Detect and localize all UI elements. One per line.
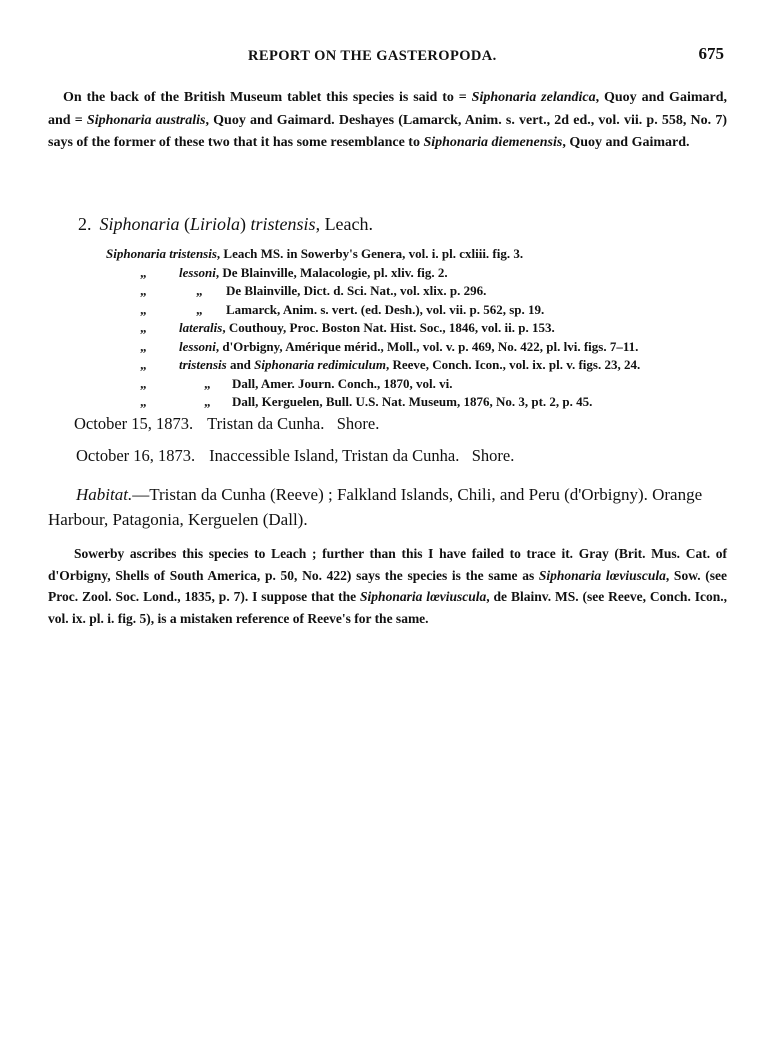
species-subgenus: Liriola <box>190 214 241 234</box>
species-number: 2. <box>78 214 92 234</box>
ditto-mark: „ <box>140 283 147 298</box>
synonymy-list <box>106 245 726 412</box>
remarks-text-2: , Sow. (see Proc. Zool. Soc. Lond., 1835, p. 7). I suppose that the <box>48 567 727 604</box>
synonym-name: lateralis <box>179 320 223 335</box>
synonym-entry <box>106 356 726 375</box>
ditto-mark: „ <box>204 375 211 391</box>
synonym-name: lessoni <box>179 338 216 354</box>
habitat-text: —Tristan da Cunha (Reeve) ; Falkland Islands, Chili, and Peru (d'Orbigny). Orange Harbour, Patagonia, Kerguelen (Dall). <box>48 485 703 529</box>
running-title: REPORT ON THE GASTEROPODA. <box>248 48 497 64</box>
remarks-text-1: Sowerby ascribes this species to Leach ; further than this I have failed to trace it. Gray (Brit. Mus. Cat. of d'Orbigny, Shells of South America, p. 50, No. 422) says the species is the same as <box>48 546 727 583</box>
synonym-name: Siphonaria tristensis <box>106 246 217 261</box>
ditto-mark: „ <box>140 375 147 391</box>
synonym-entry <box>106 264 726 283</box>
synonym-entry <box>106 375 726 394</box>
synonym-reference: Dall, Kerguelen, Bull. U.S. Nat. Museum, 1876, No. 3, pt. 2, p. 45. <box>232 394 593 409</box>
page-number: 675 <box>698 44 724 63</box>
species-genus: Siphonaria <box>99 214 180 234</box>
locality-date: October 15, 1873. <box>74 414 194 433</box>
note-text-4: , Quoy and Gaimard. <box>562 135 690 150</box>
locality-entry <box>76 446 514 466</box>
habitat-paragraph <box>48 482 738 532</box>
synonym-reference: , De Blainville, Malacologie, pl. xliv. fig. 2. <box>215 264 448 280</box>
locality-date: October 16, 1873. <box>76 446 196 465</box>
species-author: , Leach. <box>315 214 374 234</box>
habitat-label: Habitat. <box>76 485 133 504</box>
locality-place: Tristan da Cunha. <box>207 414 325 433</box>
ditto-mark: „ <box>140 357 147 372</box>
note-text-3: , Quoy and Gaimard. Deshayes (Lamarck, Anim. s. vert., 2d ed., vol. vii. p. 558, No. 7) says of the former of these two that it has some resemblance to <box>48 112 727 150</box>
synonym-reference: , Couthouy, Proc. Boston Nat. Hist. Soc., 1846, vol. ii. p. 153. <box>222 320 555 335</box>
note-taxon-2: Siphonaria australis <box>86 112 206 128</box>
synonym-entry <box>106 301 726 320</box>
synonym-entry <box>106 245 726 264</box>
note-taxon-3: Siphonaria diemenensis <box>423 135 563 150</box>
synonym-name: Siphonaria redimiculum <box>254 357 386 372</box>
synonym-entry <box>106 393 726 412</box>
note-text-2: , Quoy and Gaimard, and = <box>48 90 727 128</box>
locality-place: Inaccessible Island, Tristan da Cunha. <box>209 446 460 465</box>
remarks-text-3: , de Blainv. MS. (see Reeve, Conch. Icon., vol. ix. pl. i. fig. 5), is a mistaken reference of Reeve's for the same. <box>48 589 727 626</box>
synonym-reference: Dall, Amer. Journ. Conch., 1870, vol. vi. <box>232 375 453 391</box>
synonym-reference: , Reeve, Conch. Icon., vol. ix. pl. v. figs. 23, 24. <box>386 357 641 372</box>
species-epithet: tristensis <box>250 214 316 234</box>
synonym-name: lessoni <box>179 264 216 280</box>
ditto-mark: „ <box>196 283 203 298</box>
locality-entry <box>74 414 379 434</box>
ditto-mark: „ <box>140 394 147 409</box>
synonym-reference: Lamarck, Anim. s. vert. (ed. Desh.), vol. vii. p. 562, sp. 19. <box>226 301 545 317</box>
ditto-mark: „ <box>140 301 147 317</box>
remarks-taxon-2: Siphonaria lœviuscula <box>360 589 487 604</box>
synonym-name: tristensis <box>179 357 227 372</box>
synonym-entry <box>106 282 726 301</box>
synonym-reference: De Blainville, Dict. d. Sci. Nat., vol. xlix. p. 296. <box>226 283 487 298</box>
running-header <box>0 44 776 70</box>
note-text-1: On the back of the British Museum tablet this species is said to = <box>63 90 472 105</box>
synonym-entry <box>106 319 726 338</box>
remarks-paragraph <box>48 543 727 629</box>
synonym-reference: , Leach MS. in Sowerby's Genera, vol. i. pl. cxliii. fig. 3. <box>216 246 524 261</box>
ditto-mark: „ <box>204 394 211 409</box>
remarks-taxon-1: Siphonaria lœviuscula <box>538 567 666 583</box>
ditto-mark: „ <box>140 338 147 354</box>
locality-depth: Shore. <box>471 446 515 465</box>
species-heading: 2. Siphonaria (Liriola) tristensis, Leach. <box>78 214 374 234</box>
locality-depth: Shore. <box>336 414 380 433</box>
synonym-reference: , d'Orbigny, Amérique mérid., Moll., vol. v. p. 469, No. 422, pl. lvi. figs. 7–11. <box>215 338 639 354</box>
ditto-mark: „ <box>140 264 147 280</box>
synonym-reference: and <box>226 357 255 372</box>
ditto-mark: „ <box>140 320 147 335</box>
footnote-paragraph <box>48 87 727 155</box>
ditto-mark: „ <box>196 301 203 317</box>
note-taxon-1: Siphonaria zelandica <box>471 90 596 105</box>
synonym-entry <box>106 338 726 357</box>
